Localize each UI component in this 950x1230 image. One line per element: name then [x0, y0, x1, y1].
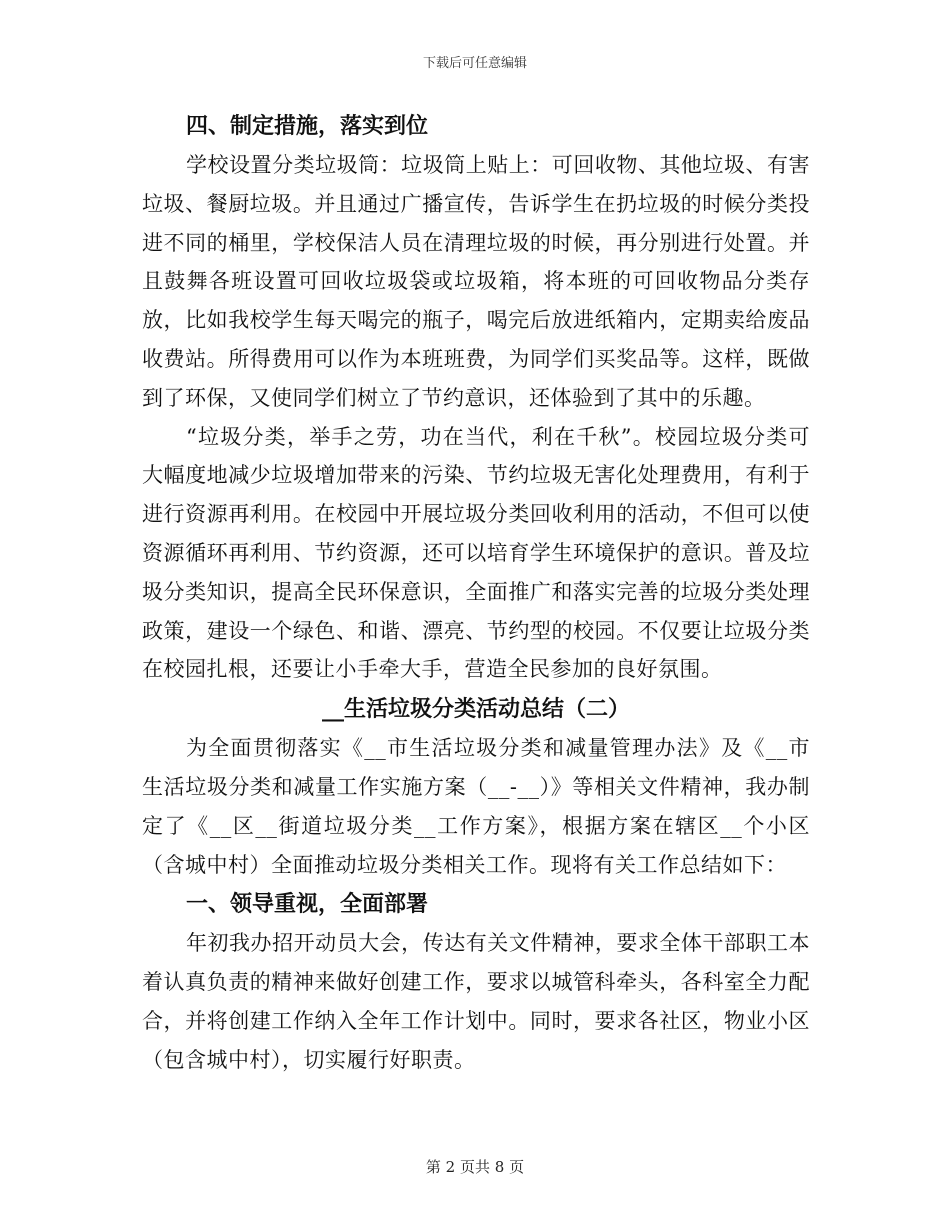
- section-heading-4: 四、制定措施，落实到位: [186, 113, 429, 139]
- page-number: 第 2 页共 8 页: [425, 1158, 525, 1176]
- paragraph: “垃圾分类，举手之劳，功在当代，利在千秋”。校园垃圾分类可大幅度地减少垃圾增加带来的污染、节约垃圾无害化处理费用，有利于进行资源再利用。在校园中开展垃圾分类回收利用的活动，不但可以使资源循环再利用、节约资源，还可以培育学生环境保护的意识。普及垃圾分类知识，提高全民环保意识，全面推广和落实完善的垃圾分类处理政策，建设一个绿色、和谐、漂亮、节约型的校园。不仅要让垃圾分类在校园扎根，还要让小手牵大手，营造全民参加的良好氛围。: [142, 424, 810, 682]
- paragraph: 学校设置分类垃圾筒：垃圾筒上贴上：可回收物、其他垃圾、有害垃圾、餐厨垃圾。并且通过广播宣传，告诉学生在扔垃圾的时候分类投进不同的桶里，学校保洁人员在清理垃圾的时候，再分别进行处置。并且鼓舞各班设置可回收垃圾袋或垃圾箱，将本班的可回收物品分类存放，比如我校学生每天喝完的瓶子，喝完后放进纸箱内，定期卖给废品收费站。所得费用可以作为本班班费，为同学们买奖品等。这样，既做到了环保，又使同学们树立了节约意识，还体验到了其中的乐趣。: [142, 153, 810, 410]
- document-title: __生活垃圾分类活动总结（二）: [321, 696, 630, 723]
- paragraph: 年初我办招开动员大会，传达有关文件精神，要求全体干部职工本着认真负责的精神来做好创建工作，要求以城管科牵头，各科室全力配合，并将创建工作纳入全年工作计划中。同时，要求各社区，物业小区（包含城中村），切实履行好职责。: [142, 931, 810, 1072]
- document-body: [142, 106, 810, 1080]
- section-heading-1: 一、领导重视，全面部署: [186, 891, 429, 918]
- paragraph: 为全面贯彻落实《__市生活垃圾分类和减量管理办法》及《__市生活垃圾分类和减量工作实施方案（__-__）》等相关文件精神，我办制定了《__区__街道垃圾分类__工作方案》，根据方案在辖区__个小区（含城中村）全面推动垃圾分类相关工作。现将有关工作总结如下：: [142, 736, 810, 877]
- page-header-note: 下载后可任意编辑: [422, 56, 527, 71]
